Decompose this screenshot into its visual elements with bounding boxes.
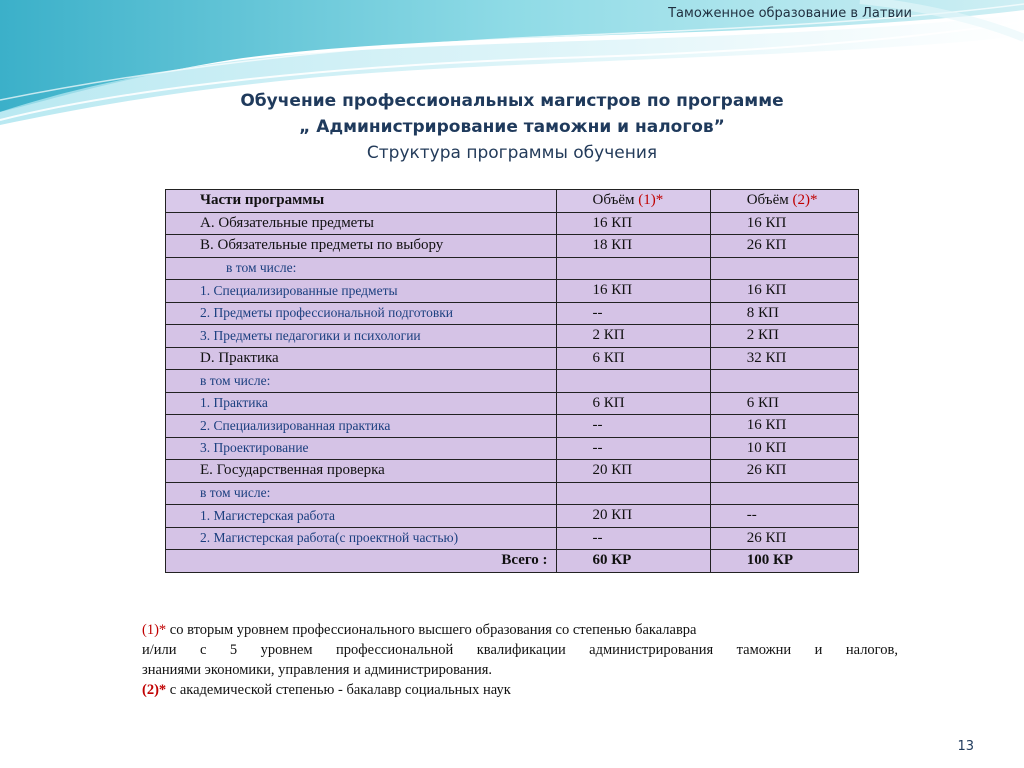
header-volume-2 [710, 190, 858, 213]
title-line-1: Обучение профессиональных магистров по программе [240, 91, 784, 111]
footnotes [142, 620, 898, 700]
row-volume-2: 8 КП [710, 302, 858, 325]
table-row [166, 505, 859, 528]
header-parts: Части программы [166, 190, 557, 213]
row-volume-1: -- [556, 437, 710, 460]
table-row [166, 482, 859, 505]
row-volume-2: 26 КП [710, 235, 858, 258]
row-volume-2: 26 КП [710, 527, 858, 550]
row-volume-1: 6 КП [556, 347, 710, 370]
row-label: 2. Специализированная практика [166, 415, 557, 438]
table-row [166, 302, 859, 325]
table-row [166, 370, 859, 393]
table-row [166, 212, 859, 235]
header-caption: Таможенное образование в Латвии [668, 6, 912, 21]
table-row [166, 235, 859, 258]
subtitle: Структура программы обучения [366, 143, 658, 163]
row-volume-2: 2 КП [710, 325, 858, 348]
header-volume-1 [556, 190, 710, 213]
row-volume-1: 20 КП [556, 505, 710, 528]
footnote-1-line-2: и/или с 5 уровнем профессиональной квалификации администрирования таможни и налогов, [142, 642, 898, 658]
table-total-row [166, 550, 859, 573]
footnote-2-mark: (2)* [142, 682, 167, 698]
row-volume-2 [710, 482, 858, 505]
row-label: E. Государственная проверка [166, 460, 557, 483]
row-volume-2: 16 КП [710, 212, 858, 235]
total-volume-2: 100 КР [710, 550, 858, 573]
footnote-2-text: с академической степенью - бакалавр социальных наук [166, 682, 511, 698]
title-block [0, 88, 1024, 166]
footnote-1 [142, 620, 898, 640]
row-label: 3. Предметы педагогики и психологии [166, 325, 557, 348]
row-volume-1 [556, 482, 710, 505]
table-row [166, 527, 859, 550]
row-volume-1: 18 КП [556, 235, 710, 258]
footnote-1-mark: (1)* [142, 622, 167, 638]
footnote-1-text: со вторым уровнем профессионального высшего образования со степенью бакалавра [166, 622, 697, 638]
row-volume-2: 6 КП [710, 392, 858, 415]
header-volume-1-label: Объём [592, 192, 635, 209]
row-volume-1: 16 КП [556, 280, 710, 303]
row-volume-1 [556, 370, 710, 393]
row-volume-2: -- [710, 505, 858, 528]
row-volume-2 [710, 370, 858, 393]
table-row [166, 415, 859, 438]
row-label: 1. Магистерская работа [166, 505, 557, 528]
header-volume-1-mark: (1)* [638, 192, 664, 209]
row-volume-2: 32 КП [710, 347, 858, 370]
row-label: в том числе: [166, 370, 557, 393]
row-label: 3. Проектирование [166, 437, 557, 460]
table-row [166, 347, 859, 370]
row-label: 2. Предметы профессиональной подготовки [166, 302, 557, 325]
table-row [166, 257, 859, 280]
total-volume-1: 60 КР [556, 550, 710, 573]
row-volume-2: 16 КП [710, 415, 858, 438]
table-header-row [166, 190, 859, 213]
title-line-2: „ Администрирование таможни и налогов” [299, 117, 725, 137]
row-volume-1: -- [556, 415, 710, 438]
footnote-2 [142, 680, 898, 700]
row-volume-2 [710, 257, 858, 280]
table-row [166, 325, 859, 348]
table-row [166, 460, 859, 483]
footnote-1-line-3: знаниями экономики, управления и администрирования. [142, 662, 493, 678]
row-volume-1: 16 КП [556, 212, 710, 235]
row-label: в том числе: [166, 257, 557, 280]
row-label: 1. Практика [166, 392, 557, 415]
row-volume-1: 2 КП [556, 325, 710, 348]
row-volume-2: 16 КП [710, 280, 858, 303]
table-row [166, 437, 859, 460]
row-volume-2: 26 КП [710, 460, 858, 483]
row-volume-1: 20 КП [556, 460, 710, 483]
page-number: 13 [957, 739, 974, 754]
row-label: D. Практика [166, 347, 557, 370]
table-row [166, 280, 859, 303]
row-label: B. Обязательные предметы по выбору [166, 235, 557, 258]
row-label: А. Обязательные предметы [166, 212, 557, 235]
row-label: 2. Магистерская работа(с проектной частью) [166, 527, 557, 550]
row-label: 1. Специализированные предметы [166, 280, 557, 303]
program-structure-table [165, 189, 859, 573]
row-label: в том числе: [166, 482, 557, 505]
header-volume-2-label: Объём [746, 192, 789, 209]
header-volume-2-mark: (2)* [792, 192, 818, 209]
row-volume-1: -- [556, 527, 710, 550]
row-volume-2: 10 КП [710, 437, 858, 460]
row-volume-1: -- [556, 302, 710, 325]
table-row [166, 392, 859, 415]
row-volume-1 [556, 257, 710, 280]
row-volume-1: 6 КП [556, 392, 710, 415]
total-label: Всего : [166, 550, 557, 573]
